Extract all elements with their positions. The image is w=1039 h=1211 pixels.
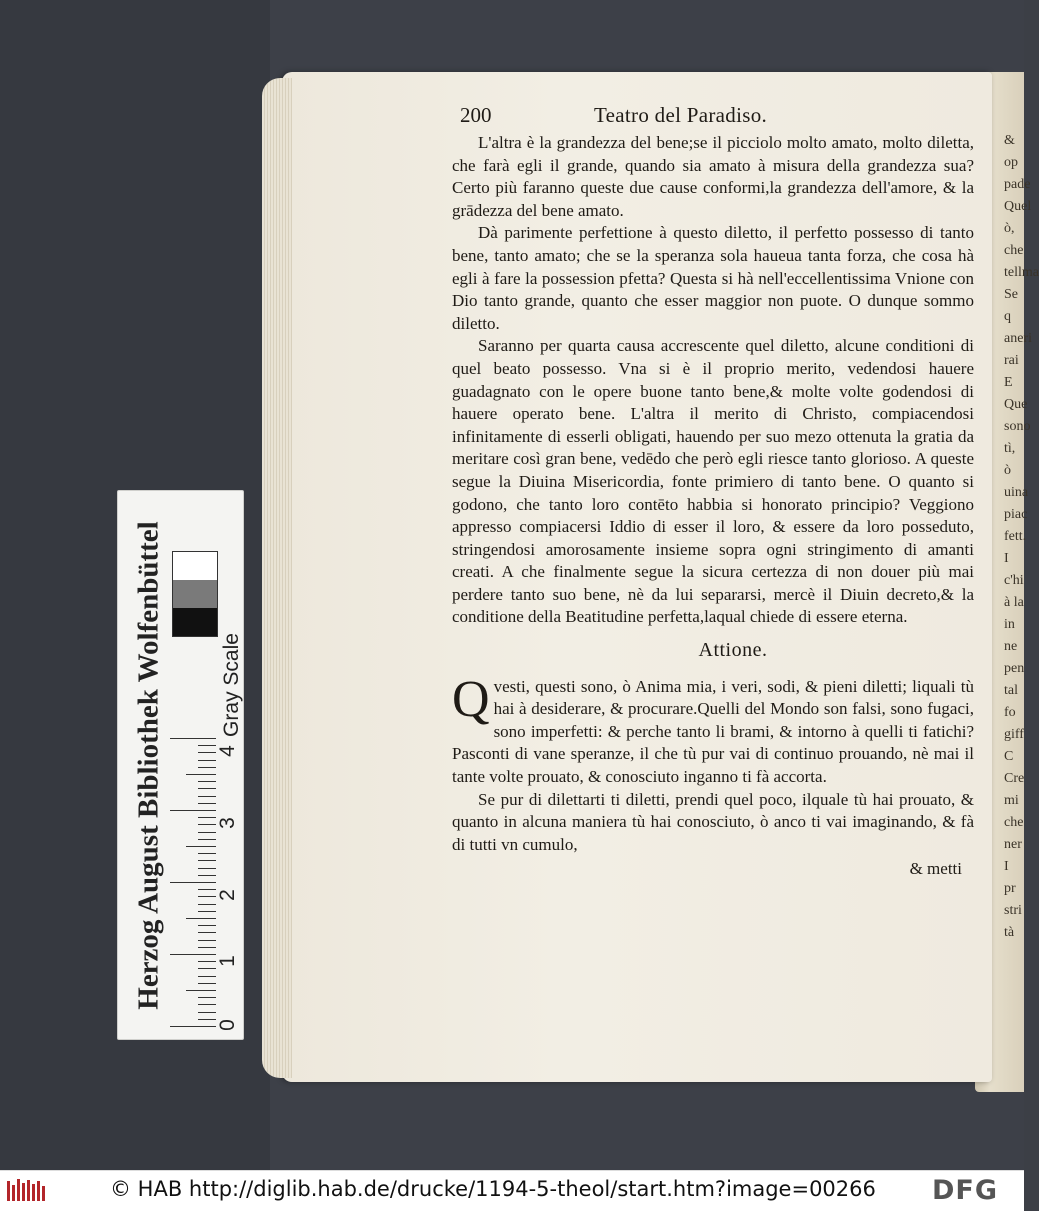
facing-page-fragment: ner — [1004, 837, 1022, 852]
hab-logo-icon — [6, 1177, 46, 1205]
facing-page-fragment: uina — [1004, 485, 1029, 500]
ruler-tick — [198, 752, 216, 753]
ruler-tick — [170, 1026, 216, 1027]
ruler-number: 4 — [215, 745, 239, 757]
facing-page-fragment: in — [1004, 617, 1015, 632]
facing-page-fragment: pr — [1004, 881, 1016, 896]
dfg-logo: DFG — [932, 1175, 999, 1206]
ruler-number: 3 — [215, 817, 239, 829]
drop-cap: Q — [452, 670, 490, 728]
facing-page-fragment: pen — [1004, 661, 1025, 676]
gray-scale-text: Gray Scale — [219, 633, 243, 737]
ruler-tick — [198, 860, 216, 861]
ruler-tick — [170, 738, 216, 739]
facing-page-fragment: ne — [1004, 639, 1018, 654]
ruler-tick — [198, 997, 216, 998]
ruler-title-text: Herzog August Bibliothek Wolfenbüttel — [132, 520, 165, 1010]
ruler-tick — [198, 976, 216, 977]
catchword: & metti — [909, 859, 962, 879]
copyright-url: © HAB http://diglib.hab.de/drucke/1194-5-theol/start.htm?image=00266 — [110, 1177, 876, 1201]
ruler-tick — [198, 853, 216, 854]
page-number: 200 — [460, 103, 492, 127]
facing-page-fragment: I — [1004, 551, 1009, 566]
ruler-tick — [198, 824, 216, 825]
ruler-tick — [198, 803, 216, 804]
ruler-number: 0 — [215, 1019, 239, 1031]
facing-page-fragment: Quel — [1004, 199, 1032, 214]
ruler-tick — [198, 925, 216, 926]
ruler-tick — [198, 983, 216, 984]
ruler-tick — [170, 882, 216, 883]
facing-page-fragment: I — [1004, 859, 1009, 874]
ruler-tick — [198, 745, 216, 746]
facing-page-fragment: Que — [1004, 397, 1028, 412]
paragraph: L'altra è la grandezza del bene;se il picciolo molto amato, molto diletta, che farà egli il grande, quando sia amato à misura della grandezza sua? Certo più faranno queste due cause conformi,la grandezza dell'amore, & la grādezza del bene amato. — [452, 133, 974, 220]
facing-page-fragment: Se q — [1004, 287, 1018, 324]
page-edges — [262, 78, 292, 1078]
ruler-ticks — [170, 730, 216, 1026]
ruler-tick — [198, 896, 216, 897]
ruler-tick — [198, 832, 216, 833]
ruler-tick — [198, 767, 216, 768]
facing-page-fragment: Cre — [1004, 771, 1025, 786]
ruler-tick — [198, 932, 216, 933]
facing-page-fragment: tellma — [1004, 265, 1039, 280]
facing-page-fragment: tal — [1004, 683, 1018, 698]
ruler-tick — [186, 918, 216, 919]
facing-page-fragment: rai E — [1004, 353, 1019, 390]
facing-page-fragment: tà — [1004, 925, 1015, 940]
facing-page-fragment: pade — [1004, 177, 1031, 192]
facing-page-fragment: sono — [1004, 419, 1031, 434]
ruler-tick — [198, 889, 216, 890]
paragraph: Se pur di dilettarti ti diletti, prendi quel poco, ilquale tù hai prouato, & quanto in alcuna maniera tù hai conosciuto, ò anco ti vai imaginando, & fà di tutti vn cumulo, — [452, 789, 974, 854]
ruler-tick — [198, 904, 216, 905]
facing-page-fragment: C — [1004, 749, 1014, 764]
facing-page-fragment: ò, che — [1004, 221, 1024, 258]
ruler-tick — [186, 846, 216, 847]
ruler-tick — [198, 788, 216, 789]
facing-page-fragment: fo — [1004, 705, 1016, 720]
facing-page-fragment: & op — [1004, 133, 1018, 170]
ruler-tick — [198, 1004, 216, 1005]
facing-page-fragment: stri — [1004, 903, 1022, 918]
facing-page-fragment: fett. — [1004, 529, 1027, 544]
section-title: Attione. — [698, 639, 768, 662]
facing-page-text — [1004, 130, 1039, 940]
gray-swatch-mid — [173, 580, 217, 608]
gray-scale-patch — [172, 551, 218, 637]
page-header — [452, 104, 974, 132]
ruler-tick — [198, 868, 216, 869]
ruler-tick — [198, 961, 216, 962]
paragraph: Dà parimente perfettione à questo diletto, il perfetto possesso di tanto bene, tanto amato; che se la speranza sola haueua tanta forza, che cosa hà egli à fare la possession pfetta? Questa si hà nell'eccellentissima Vnione con Dio tanto grande, quanto che esser maggior non puote. O dunque sommo diletto. — [452, 223, 974, 333]
ruler-tick — [186, 990, 216, 991]
ruler-tick — [198, 781, 216, 782]
ruler-tick — [198, 1019, 216, 1020]
facing-page-fragment: c'hi — [1004, 573, 1024, 588]
ruler-tick — [198, 760, 216, 761]
ruler-tick — [198, 968, 216, 969]
facing-page-fragment: piac — [1004, 507, 1028, 522]
facing-page-fragment: tì, ò — [1004, 441, 1016, 478]
gray-swatch-black — [173, 608, 217, 636]
running-title: Teatro del Paradiso. — [594, 103, 768, 127]
ruler-tick — [170, 954, 216, 955]
ruler-tick — [198, 1012, 216, 1013]
paragraph: Saranno per quarta causa accrescente quel diletto, alcune conditioni di quel beato possesso. Vna si è il proprio merito, vedendosi hauere guadagnato con le opere buone tanto bene,& molte volte godendosi di hauere operato bene. L'altra il merito di Christo, compiacendosi infinitamente di esserli obligati, hauendo per suo mezo ottenuta la gratia da meritare così gran bene, vedēdo che però egli riesce tanto glorioso. A queste segue la Diuina Misericordia, fonte primiero di tanto bene. O quanto si godono, che tanto loro contēto habbia si honorato principio? Veggiono appresso compiacersi Iddio di esser il loro, & essere da loro posseduto, stringendosi amorosamente insieme sopra ogni stringimento di amanti creati. A che finalmente segue la sicura certezza di non douer più mai perdere tanto suo bene, nè da lui separarsi, mercè il Diuin decreto,& la conditione della Beatitudine perfetta,laqual chiede di essere eterna. — [452, 336, 974, 627]
ruler-tick — [198, 947, 216, 948]
ruler-tick — [198, 875, 216, 876]
ruler-number: 2 — [215, 889, 239, 901]
ruler-tick — [198, 817, 216, 818]
facing-page-fragment: che — [1004, 815, 1024, 830]
ruler-tick — [170, 810, 216, 811]
ruler-number: 1 — [215, 955, 239, 967]
paragraph-text: vesti, questi sono, ò Anima mia, i veri, sodi, & pieni diletti; liquali tù hai à desiderare, & procurare.Quelli del Mondo son falsi, sono fugaci, sono imperfetti: & perche tanto li brami, & intorno à quelli ti fatichi? Pasconti di vane speranze, il che tù pur vai di continuo prouando, nè mai il tante volte prouato, & conosciuto inganno ti fà accorta. — [452, 676, 974, 787]
ruler-tick — [198, 911, 216, 912]
ruler-tick — [198, 839, 216, 840]
facing-page-fragment: giff — [1004, 727, 1024, 742]
paragraph — [452, 670, 974, 789]
footer-bar — [0, 1170, 1024, 1211]
ruler-tick — [186, 774, 216, 775]
ruler-tick — [198, 940, 216, 941]
page-text-block — [452, 104, 974, 881]
facing-page-fragment: à la — [1004, 595, 1024, 610]
ruler-tick — [198, 796, 216, 797]
gray-swatch-white — [173, 552, 217, 580]
facing-page-fragment: aneri — [1004, 331, 1032, 346]
facing-page-fragment: mi — [1004, 793, 1019, 808]
